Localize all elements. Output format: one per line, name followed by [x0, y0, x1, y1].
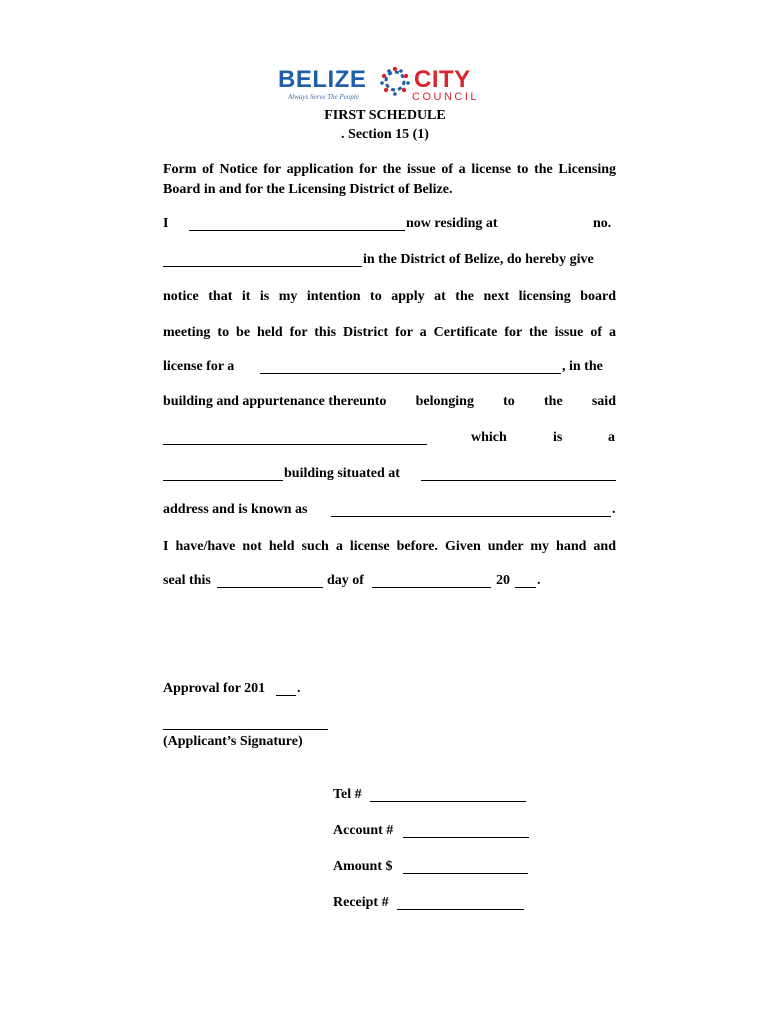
line5-suffix: , in the: [562, 359, 603, 374]
building-type-blank[interactable]: [163, 469, 283, 481]
line6-part4: the: [544, 394, 563, 409]
line7-a: a: [608, 430, 615, 445]
line6-part1: building and appurtenance thereunto: [163, 394, 387, 409]
approval-suffix: .: [297, 681, 301, 696]
approval-year-blank[interactable]: [276, 684, 296, 696]
applicant-signature-caption: (Applicant’s Signature): [163, 734, 303, 749]
section-reference: . Section 15 (1): [341, 127, 429, 142]
line6-part2: belonging: [415, 394, 474, 409]
year-blank[interactable]: [515, 576, 536, 588]
line6-part5: said: [591, 394, 616, 409]
tel-blank[interactable]: [370, 790, 526, 802]
line1-no: no.: [593, 216, 612, 231]
line5-prefix: license for a: [163, 359, 235, 374]
line8-text: building situated at: [284, 466, 400, 481]
belize-city-council-logo: [278, 66, 488, 106]
building-location-blank[interactable]: [421, 469, 616, 481]
line1-word-i: I: [163, 216, 169, 231]
tel-label: Tel #: [333, 787, 362, 802]
line9-prefix: address and is known as: [163, 502, 308, 517]
month-blank[interactable]: [372, 576, 491, 588]
line11-year-prefix: 20: [496, 573, 510, 588]
logo-name-left: BELIZE: [278, 66, 367, 93]
line11-day-of: day of: [327, 573, 364, 588]
approval-prefix: Approval for 201: [163, 681, 266, 696]
line10-text: I have/have not held such a license before. Given under my hand and: [163, 539, 616, 554]
line11-suffix: .: [537, 573, 541, 588]
license-type-blank[interactable]: [260, 362, 561, 374]
line4-text: meeting to be held for this District for a Certificate for the issue of a: [163, 325, 616, 340]
applicant-name-blank[interactable]: [189, 219, 405, 231]
receipt-blank[interactable]: [397, 898, 524, 910]
logo-name-right: CITY: [414, 66, 471, 93]
line7-is: is: [553, 430, 563, 445]
line11-prefix: seal this: [163, 573, 211, 588]
residence-blank[interactable]: [163, 255, 362, 267]
logo-tagline: Always Serve The People: [288, 93, 359, 101]
account-blank[interactable]: [403, 826, 529, 838]
logo-subtitle: COUNCIL: [412, 91, 480, 103]
applicant-signature-line[interactable]: [163, 729, 328, 730]
receipt-label: Receipt #: [333, 895, 389, 910]
intro-paragraph: Form of Notice for application for the issue of a license to the Licensing Board in and for the Licensing District of Belize.: [163, 162, 616, 197]
line7-which: which: [471, 430, 507, 445]
people-circle-emblem-icon: [379, 66, 411, 96]
line3-text: notice that it is my intention to apply at the next licensing board: [163, 289, 616, 304]
day-blank[interactable]: [217, 576, 323, 588]
line1-now-residing: now residing at: [406, 216, 498, 231]
line9-suffix: .: [612, 502, 616, 517]
account-label: Account #: [333, 823, 394, 838]
amount-label: Amount $: [333, 859, 393, 874]
line6: [163, 394, 616, 410]
schedule-title: FIRST SCHEDULE: [324, 108, 446, 123]
line6-part3: to: [503, 394, 515, 409]
amount-blank[interactable]: [403, 862, 528, 874]
known-as-blank[interactable]: [331, 505, 611, 517]
premises-owner-blank[interactable]: [163, 433, 427, 445]
line2-text: in the District of Belize, do hereby give: [363, 252, 594, 267]
